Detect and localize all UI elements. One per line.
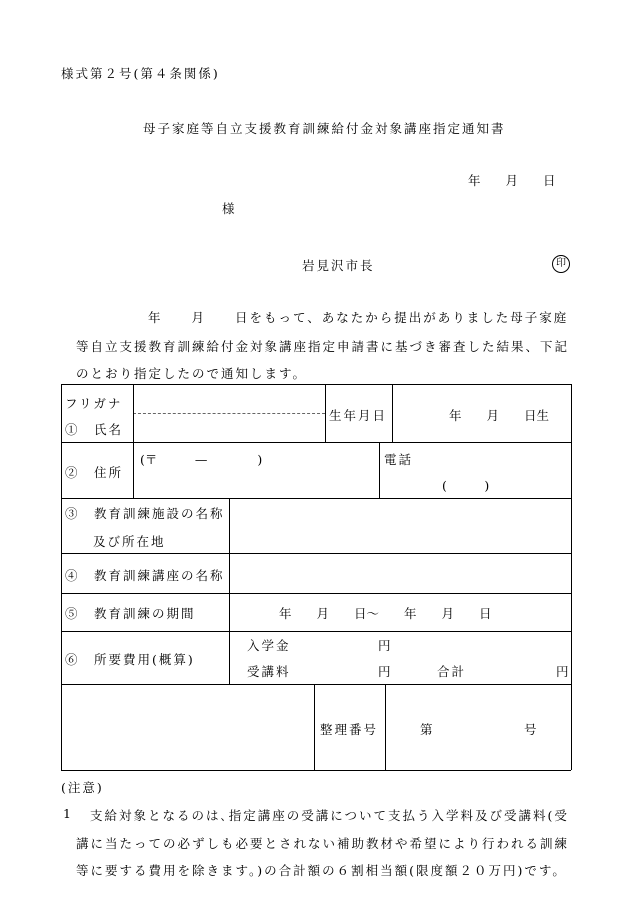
total-unit: 円 xyxy=(556,664,569,679)
tuition-unit: 円 xyxy=(378,664,391,679)
cost-label: ⑥ 所要費用(概算) xyxy=(65,652,195,667)
phone-value: ( ) xyxy=(442,478,490,493)
reference-prefix: 第 xyxy=(420,722,433,737)
facility-label-2: 及び所在地 xyxy=(93,534,166,549)
admission-unit: 円 xyxy=(378,638,391,653)
phone-label: 電話 xyxy=(384,452,414,467)
note-1-number: 1 xyxy=(63,806,71,821)
body-line-3: のとおり指定したので通知します。 xyxy=(76,366,308,381)
address-label: ② 住所 xyxy=(65,465,124,480)
form-number: 様式第２号(第４条関係) xyxy=(61,66,220,81)
facility-label: ③ 教育訓練施設の名称 xyxy=(65,506,225,521)
period-label: ⑤ 教育訓練の期間 xyxy=(65,606,196,621)
tuition-label: 受講料 xyxy=(247,664,291,679)
note-1-line-3: 等に要する費用を除きます。)の合計額の６割相当額(限度額２０万円)です。 xyxy=(76,863,567,878)
admission-label: 入学金 xyxy=(247,638,291,653)
postal-code: (〒 — ) xyxy=(140,452,263,467)
note-1-line-1: 支給対象となるのは､指定講座の受講について支払う入学料及び受講料(受 xyxy=(90,808,569,823)
birth-value: 年 月 日生 xyxy=(449,408,550,423)
period-value: 年 月 日～ 年 月 日 xyxy=(279,606,492,621)
total-label: 合計 xyxy=(437,664,467,679)
addressee-suffix: 様 xyxy=(222,201,235,216)
document-title: 母子家庭等自立支援教育訓練給付金対象講座指定通知書 xyxy=(143,121,506,136)
issuer-name: 岩見沢市長 xyxy=(302,258,375,273)
body-line-1: 年 月 日をもって、あなたから提出がありました母子家庭 xyxy=(148,310,569,325)
note-1-line-2: 講に当たっての必ずしも必要とされない補助教材や希望により行われる訓練 xyxy=(76,836,570,851)
issue-date: 年 月 日 xyxy=(468,173,556,188)
course-label: ④ 教育訓練講座の名称 xyxy=(65,568,225,583)
notes-heading: (注意) xyxy=(61,780,104,795)
reference-suffix: 号 xyxy=(524,722,537,737)
furigana-label: フリガナ xyxy=(65,396,123,411)
seal-stamp: 印 xyxy=(552,255,570,273)
birth-label: 生年月日 xyxy=(329,408,388,423)
name-label: ① 氏名 xyxy=(65,422,124,437)
body-line-2: 等自立支援教育訓練給付金対象講座指定申請書に基づき審査した結果、下記 xyxy=(76,339,570,354)
reference-label: 整理番号 xyxy=(320,722,379,737)
